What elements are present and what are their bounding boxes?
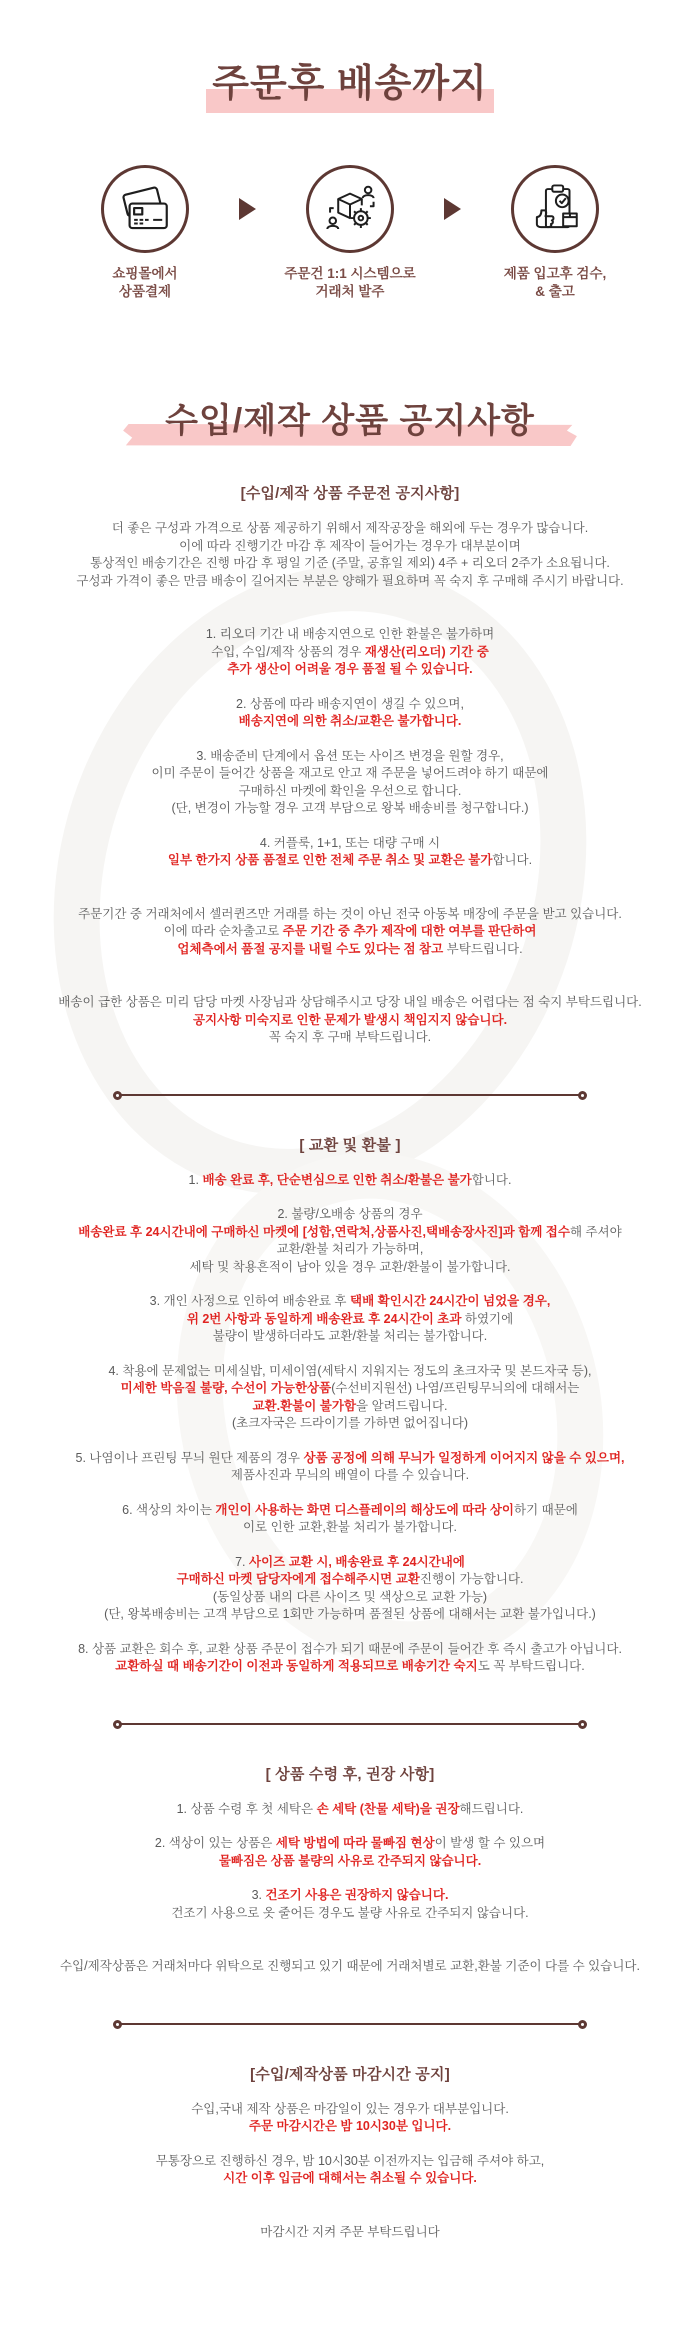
emphasis-text-segment: 상품 공정에 의해 무늬가 일정하게 이어지지 않을 수 있으며, (303, 1450, 625, 1465)
text-segment: 7. (235, 1554, 250, 1569)
text-segment: 1. 상품 수령 후 첫 세탁은 (176, 1801, 317, 1816)
emphasis-text-segment: 배송완료 후 24시간내에 구매하신 마켓에 [성함,연락처,상품사진,택배송장사진]과 함께 접수 (78, 1224, 570, 1239)
text-segment: 5. 나염이나 프린팅 무늬 원단 제품의 경우 (75, 1450, 304, 1465)
text-segment: 하였기에 (461, 1311, 514, 1326)
text-segment: 불량이 발생하더라도 교환/환불 처리는 불가합니다. (212, 1329, 488, 1343)
divider-line (121, 2023, 579, 2026)
emphasis-text-segment: 시간 이후 입금에 대해서는 취소될 수 있습니다. (223, 2171, 477, 2185)
notice-paragraph (0, 1958, 700, 1976)
text-segment: 수입, 수입/제작 상품의 경우 (211, 644, 365, 659)
process-step-order-system (256, 165, 444, 301)
text-segment: 2. 상품에 따라 배송지연이 생길 수 있으며, (236, 696, 464, 711)
section-heading: [ 교환 및 환불 ] (299, 1136, 401, 1154)
text-segment: 도 꼭 부탁드립니다. (477, 1659, 585, 1673)
notice-paragraph (0, 1206, 700, 1276)
notice-paragraph (0, 1293, 700, 1346)
text-segment: 진행이 가능합니다. (419, 1572, 524, 1586)
triangle-right-icon (239, 198, 256, 220)
section-heading: [수입/제작상품 마감시간 공지] (250, 2065, 450, 2083)
notice-content (0, 482, 700, 2328)
section-divider (113, 2020, 587, 2029)
notice-paragraph (0, 2224, 700, 2242)
notice-paragraph (0, 1835, 700, 1870)
notice-paragraph (0, 1554, 700, 1624)
emphasis-text-segment: 위 2번 사항과 동일하게 배송완료 후 24시간이 초과 (186, 1311, 462, 1326)
text-segment: (단, 왕복배송비는 고객 부담으로 1회만 가능하며 품절된 상품에 대해서는 교환 불가입니다.) (104, 1607, 596, 1621)
divider-ring-icon (578, 2020, 587, 2029)
notice-paragraph (0, 1641, 700, 1676)
emphasis-text-segment: 구매하신 마켓 담당자에게 접수해주시면 교환 (176, 1572, 420, 1586)
notice-paragraph (0, 748, 700, 818)
credit-card-payment-icon (116, 180, 174, 238)
text-segment: 더 좋은 구성과 가격으로 상품 제공하기 위해서 제작공장을 해외에 두는 경우가 많습니다. (111, 521, 589, 535)
emphasis-text-segment: 주문 기간 중 추가 제작에 대한 여부를 판단하여 (282, 924, 537, 938)
emphasis-text-segment: 물빠짐은 상품 불량의 사유로 간주되지 않습니다. (218, 1853, 482, 1868)
page-title-text: 주문후 배송까지 (212, 63, 488, 105)
page-title (0, 52, 700, 107)
text-segment: 이미 주문이 들어간 상품을 재고로 안고 재 주문을 넣어드려야 하기 때문에 (151, 766, 549, 780)
text-segment: 제품사진과 무늬의 배열이 다를 수 있습니다. (230, 1468, 470, 1482)
notice-paragraph (0, 696, 700, 731)
text-segment: 구매하신 마켓에 확인을 우선으로 합니다. (238, 783, 462, 798)
emphasis-text-segment: 배송 완료 후, 단순변심으로 인한 취소/환불은 불가 (202, 1172, 472, 1187)
emphasis-text-segment: 미세한 박음질 불량, 수선이 가능한상품 (120, 1381, 332, 1395)
process-steps (0, 165, 700, 301)
step-label-line: 제품 입고후 검수, (503, 266, 607, 281)
text-segment: 수입/제작상품은 거래처마다 위탁으로 진행되고 있기 때문에 거래처별로 교환,환불 기준이 다를 수 있습니다. (60, 1959, 640, 1973)
text-segment: 2. 색상이 있는 상품은 (154, 1836, 276, 1850)
text-segment: 건조기 사용으로 옷 줄어든 경우도 불량 사유로 간주되지 않습니다. (171, 1905, 529, 1920)
text-segment: 하기 때문에 (514, 1502, 578, 1517)
notice-paragraph (0, 2153, 700, 2188)
emphasis-text-segment: 개인이 사용하는 화면 디스플레이의 해상도에 따라 상이 (215, 1502, 514, 1517)
notice-paragraph (0, 520, 700, 590)
text-segment: 수입,국내 제작 상품은 마감일이 있는 경우가 대부분입니다. (191, 2101, 509, 2116)
step-label (284, 265, 415, 301)
notice-paragraph (0, 626, 700, 679)
text-segment: 1. 리오더 기간 내 배송지연으로 인한 환불은 불가하며 (205, 627, 495, 641)
step-circle (101, 165, 189, 253)
emphasis-text-segment: 교환.환불이 불가함 (252, 1398, 357, 1413)
emphasis-text-segment: 교환하실 때 배송기간이 이전과 동일하게 적용되므로 배송기간 숙지 (115, 1659, 478, 1673)
emphasis-text-segment: 손 세탁 (찬물 세탁)을 권장 (316, 1801, 460, 1816)
emphasis-text-segment: 주문 마감시간은 밤 10시30분 입니다. (248, 2119, 452, 2133)
text-segment: (수선비지원선) 나염/프린팅무늬의에 대해서는 (331, 1381, 580, 1395)
step-circle (306, 165, 394, 253)
notice-paragraph (0, 1502, 700, 1537)
emphasis-text-segment: 업체측에서 품절 공지를 내릴 수도 있다는 점 참고 (177, 941, 444, 956)
triangle-right-icon (444, 198, 461, 220)
order-system-box-gear-icon (321, 180, 379, 238)
emphasis-text-segment: 일부 한가지 상품 품절로 인한 전체 주문 취소 및 교환은 불가 (167, 853, 493, 867)
text-segment: 1. (188, 1172, 203, 1187)
notice-paragraph (0, 1172, 700, 1190)
step-label-line: & 출고 (535, 284, 575, 299)
text-segment: 통상적인 배송기간은 진행 마감 후 평일 기준 (주말, 공휴일 제외) 4주 + 리오더 2주가 소요됩니다. (90, 556, 610, 570)
step-label (112, 265, 177, 301)
notice-paragraph (0, 1801, 700, 1819)
emphasis-text-segment: 사이즈 교환 시, 배송완료 후 24시간내에 (249, 1554, 465, 1569)
emphasis-text-segment: 공지사항 미숙지로 인한 문제가 발생시 책임지지 않습니다. (192, 1012, 508, 1027)
emphasis-text-segment: 건조기 사용은 권장하지 않습니다. (265, 1888, 449, 1902)
text-segment: 이에 따라 진행기간 마감 후 제작이 들어가는 경우가 대부분이며 (179, 538, 521, 553)
text-segment: 3. 배송준비 단계에서 옵션 또는 사이즈 변경을 원할 경우, (196, 748, 504, 763)
process-step-inspection-shipping (461, 165, 649, 301)
notice-paragraph (0, 906, 700, 959)
notice-paragraph (0, 1887, 700, 1922)
inspection-shipping-clipboard-icon (526, 180, 584, 238)
text-segment: 8. 상품 교환은 회수 후, 교환 상품 주문이 접수가 되기 때문에 주문이 들어간 후 즉시 출고가 아닙니다. (78, 1641, 622, 1656)
divider-line (121, 1723, 579, 1726)
text-segment: 2. 불량/오배송 상품의 경우 (277, 1207, 423, 1221)
text-segment: (동일상품 내의 다른 사이즈 및 색상으로 교환 가능) (212, 1589, 488, 1604)
text-segment: 합니다. (471, 1172, 512, 1187)
text-segment: 꼭 숙지 후 구매 부탁드립니다. (268, 1030, 432, 1044)
step-label (504, 265, 607, 301)
text-segment: 세탁 및 착용흔적이 남아 있을 경우 교환/환불이 불가합니다. (189, 1259, 511, 1274)
section-heading: [ 상품 수령 후, 권장 사항] (265, 1765, 435, 1783)
emphasis-text-segment: 택배 확인시간 24시간이 넘었을 경우, (350, 1294, 551, 1308)
section-divider (113, 1720, 587, 1729)
text-segment: (초크자국은 드라이기를 가하면 없어집니다) (231, 1416, 469, 1430)
text-segment: 4. 커플룩, 1+1, 또는 대량 구매 시 (259, 835, 441, 850)
text-segment: 무통장으로 진행하신 경우, 밤 10시30분 이전까지는 입금해 주셔야 하고, (155, 2153, 545, 2168)
divider-ring-icon (578, 1720, 587, 1729)
text-segment: 구성과 가격이 좋은 만큼 배송이 길어지는 부분은 양해가 필요하며 꼭 숙지 후 구매해 주시기 바랍니다. (76, 573, 624, 588)
text-segment: 3. (251, 1888, 266, 1902)
notice-title-text: 수입/제작 상품 공지사항 (165, 402, 535, 440)
step-label-line: 쇼핑몰에서 (112, 266, 178, 281)
text-segment: 해 주셔야 (569, 1224, 622, 1239)
step-label-line: 거래처 발주 (315, 284, 385, 299)
text-segment: 부탁드립니다. (443, 941, 523, 956)
notice-paragraph (0, 2101, 700, 2136)
notice-paragraph (0, 835, 700, 870)
step-label-line: 주문건 1:1 시스템으로 (284, 266, 416, 281)
text-segment: 을 알려드립니다. (356, 1398, 448, 1413)
section-divider (113, 1091, 587, 1100)
text-segment: (단, 변경이 가능할 경우 고객 부담으로 왕복 배송비를 청구합니다.) (171, 801, 529, 815)
text-segment: 3. 개인 사정으로 인하여 배송완료 후 (149, 1294, 350, 1308)
text-segment: 이에 따라 순차출고로 (163, 924, 283, 938)
emphasis-text-segment: 배송지연에 의한 취소/교환은 불가합니다. (238, 714, 462, 728)
step-label-line: 상품결제 (118, 284, 172, 299)
emphasis-text-segment: 재생산(리오더) 기간 중 (364, 644, 489, 659)
text-segment: 합니다. (492, 853, 533, 867)
divider-line (121, 1094, 579, 1097)
notice-title (0, 393, 700, 442)
text-segment: 주문기간 중 거래처에서 셀러퀸즈만 거래를 하는 것이 아닌 전국 아동복 매장에 주문을 받고 있습니다. (78, 906, 622, 921)
section-heading: [수입/제작 상품 주문전 공지사항] (240, 485, 460, 502)
emphasis-text-segment: 추가 생산이 어려울 경우 품절 될 수 있습니다. (227, 662, 473, 676)
process-step-payment (51, 165, 239, 301)
text-segment: 교환/환불 처리가 가능하며, (276, 1242, 424, 1256)
text-segment: 배송이 급한 상품은 미리 담당 마켓 사장님과 상담해주시고 당장 내일 배송은 어렵다는 점 숙지 부탁드립니다. (58, 995, 642, 1009)
text-segment: 해드립니다. (459, 1801, 524, 1816)
text-segment: 4. 착용에 문제없는 미세실밥, 미세이염(세탁시 지워지는 정도의 초크자국 및 본드자국 등), (108, 1363, 592, 1378)
step-circle (511, 165, 599, 253)
text-segment: 이로 인한 교환,환불 처리가 불가합니다. (242, 1520, 458, 1534)
divider-ring-icon (578, 1091, 587, 1100)
emphasis-text-segment: 세탁 방법에 따라 물빠짐 현상 (275, 1836, 435, 1850)
text-segment: 6. 색상의 차이는 (122, 1502, 216, 1517)
notice-paragraph (0, 1450, 700, 1485)
text-segment: 이 발생 할 수 있으며 (434, 1836, 546, 1850)
text-segment: 마감시간 지켜 주문 부탁드립니다 (260, 2224, 440, 2239)
notice-paragraph (0, 994, 700, 1047)
notice-paragraph (0, 1363, 700, 1433)
